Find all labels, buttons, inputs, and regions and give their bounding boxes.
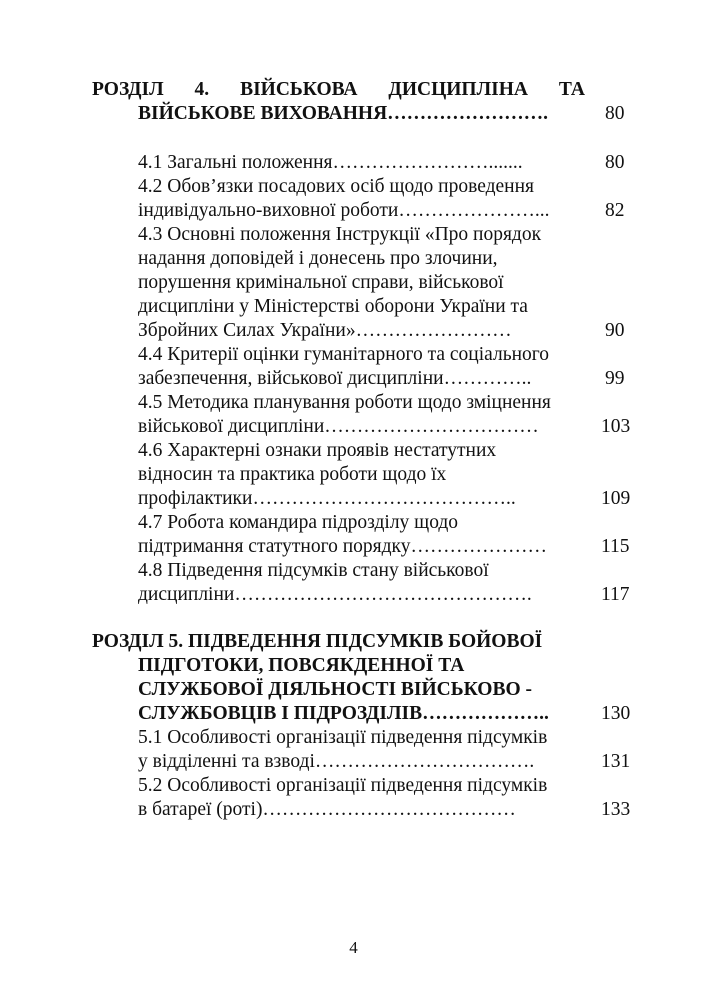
entry-4-3-line-2: надання доповідей і донесень про злочини, [138,248,498,269]
section-4-page: 80 [605,103,625,124]
entry-4-1-line-1: 4.1 Загальні положення……………………....... [138,152,523,173]
entry-4-8-line-2: дисципліни………………………………………. [138,584,532,605]
entry-4-6-line-3: профілактики………………………………….. [138,488,516,509]
section-title-text: ВІЙСЬКОВЕ ВИХОВАННЯ……………………. [138,103,549,124]
section-4-heading-line-2 [138,102,548,126]
section-5-heading-line-4: СЛУЖБОВЦІВ І ПІДРОЗДІЛІВ……………….. [138,703,549,724]
entry-4-4-line-2: забезпечення, військової дисципліни………….. [138,368,532,389]
entry-4-2-line-2: індивідуально-виховної роботи…………………... [138,200,550,221]
page-number: 4 [349,938,358,957]
entry-4-3-line-1: 4.3 Основні положення Інструкції «Про порядок [138,224,542,245]
entry-4-6-line-1: 4.6 Характерні ознаки проявів нестатутних [138,440,497,461]
entry-4-3-page: 90 [605,320,625,341]
entry-4-3-line-5: Збройних Силах України»…………………… [138,320,512,341]
entry-4-5-page: 103 [601,416,631,437]
entry-5-1-line-2: у відділенні та взводі……………………………. [138,751,535,772]
entry-4-8-line-1: 4.8 Підведення підсумків стану військової [138,560,489,581]
entry-5-2-line-1: 5.2 Особливості організації підведення підсумків [138,775,548,796]
section-title-text: РОЗДІЛ 4. ВІЙСЬКОВА ДИСЦИПЛІНА ТА [92,79,585,100]
section-5-heading-line-3: СЛУЖБОВОЇ ДІЯЛЬНОСТІ ВІЙСЬКОВО - [138,679,533,700]
entry-4-5-line-2: військової дисципліни…………………………… [138,416,539,437]
entry-4-7-line-2: підтримання статутного порядку………………… [138,536,547,557]
section-5-heading-line-1: РОЗДІЛ 5. ПІДВЕДЕННЯ ПІДСУМКІВ БОЙОВОЇ [92,631,543,652]
entry-5-1-line-1: 5.1 Особливості організації підведення підсумків [138,727,548,748]
entry-4-6-page: 109 [601,488,631,509]
entry-4-3-line-3: порушення кримінальної справи, військової [138,272,504,293]
entry-4-7-page: 115 [601,536,630,557]
entry-4-5-line-1: 4.5 Методика планування роботи щодо зміцнення [138,392,551,413]
entry-4-7-line-1: 4.7 Робота командира підрозділу щодо [138,512,459,533]
entry-4-1-page: 80 [605,152,625,173]
section-5-page: 130 [601,703,631,724]
entry-4-4-page: 99 [605,368,625,389]
entry-5-2-page: 133 [601,799,631,820]
entry-4-3-line-4: дисципліни у Міністерстві оборони України та [138,296,528,317]
entry-4-4-line-1: 4.4 Критерії оцінки гуманітарного та соціального [138,344,550,365]
entry-5-2-line-2: в батареї (роті)………………………………… [138,799,516,820]
entry-4-8-page: 117 [601,584,630,605]
entry-5-1-page: 131 [601,751,631,772]
entry-4-2-page: 82 [605,200,625,221]
section-4-heading-line-1 [92,78,585,102]
entry-4-2-line-1: 4.2 Обов’язки посадових осіб щодо проведення [138,176,535,197]
section-5-heading-line-2: ПІДГОТОКИ, ПОВСЯКДЕННОЇ ТА [138,655,465,676]
entry-4-6-line-2: відносин та практика роботи щодо їх [138,464,447,485]
